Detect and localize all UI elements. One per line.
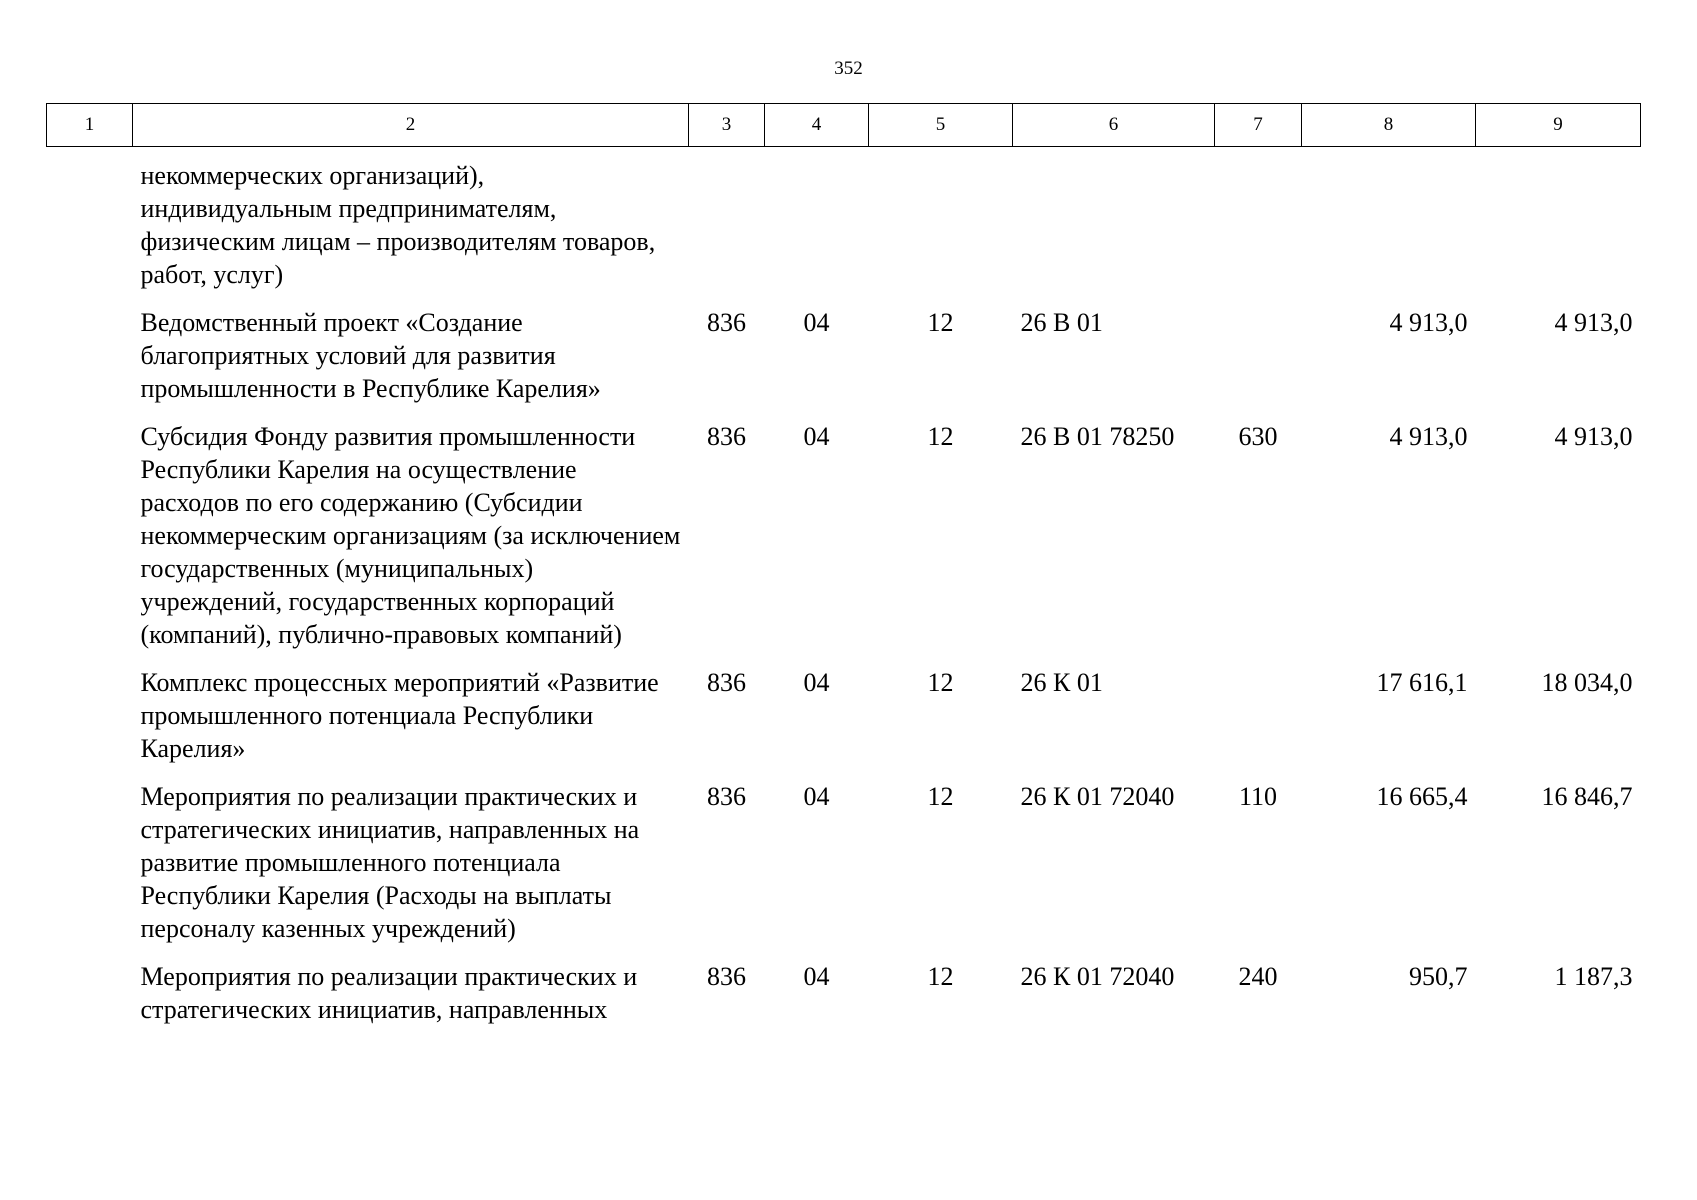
target-article: [1013, 147, 1215, 307]
subsection-code: [869, 147, 1013, 307]
expense-kind: [1215, 666, 1302, 780]
column-number: 5: [869, 104, 1013, 147]
amount-year-2: [1476, 147, 1641, 307]
subsection-code: 12: [927, 962, 954, 991]
column-number: 3: [689, 104, 765, 147]
amount-year-2: 4 913,0: [1554, 422, 1633, 451]
ministry-code: 836: [707, 782, 746, 811]
expense-kind: 110: [1238, 782, 1278, 811]
section-code: 04: [803, 782, 830, 811]
target-article: 26 К 01 72040: [1020, 962, 1175, 991]
amount-year-1: 950,7: [1409, 962, 1468, 991]
blank-cell: [47, 306, 133, 420]
blank-cell: [47, 666, 133, 780]
table-row: [47, 960, 1641, 1041]
expense-name: некоммерческих организаций), индивидуальным предпринимателям, физическим лицам – производителям товаров, работ, услуг): [140, 161, 656, 289]
column-number: 7: [1215, 104, 1302, 147]
expense-kind: [1215, 306, 1302, 420]
column-number: 1: [47, 104, 133, 147]
page-number: 352: [834, 58, 863, 79]
section-code: [765, 147, 869, 307]
target-article: 26 К 01: [1020, 668, 1103, 697]
amount-year-1: [1302, 147, 1476, 307]
amount-year-2: 4 913,0: [1554, 308, 1633, 337]
section-code: 04: [803, 962, 830, 991]
table-row: [47, 147, 1641, 307]
expense-name: Мероприятия по реализации практических и стратегических инициатив, направленных: [140, 962, 638, 1024]
column-number-row: [47, 104, 1641, 147]
expense-kind: 240: [1238, 962, 1278, 991]
expense-name: Мероприятия по реализации практических и стратегических инициатив, направленных на развитие промышленного потенциала Республики Карелия (Расходы на выплаты персоналу казенных учреждений): [140, 782, 640, 943]
expense-name: Ведомственный проект «Создание благоприятных условий для развития промышленности в Республике Карелия»: [140, 308, 601, 403]
section-code: 04: [803, 668, 830, 697]
ministry-code: 836: [707, 962, 746, 991]
target-article: 26 К 01 72040: [1020, 782, 1175, 811]
blank-cell: [47, 960, 133, 1041]
budget-table: [46, 103, 1641, 1041]
section-code: 04: [803, 308, 830, 337]
subsection-code: 12: [927, 782, 954, 811]
column-number: 6: [1013, 104, 1215, 147]
ministry-code: [689, 147, 765, 307]
amount-year-1: 4 913,0: [1389, 308, 1468, 337]
subsection-code: 12: [927, 422, 954, 451]
amount-year-2: 18 034,0: [1541, 668, 1633, 697]
subsection-code: 12: [927, 308, 954, 337]
expense-kind: 630: [1238, 422, 1278, 451]
amount-year-1: 17 616,1: [1376, 668, 1468, 697]
blank-cell: [47, 780, 133, 960]
amount-year-1: 16 665,4: [1376, 782, 1468, 811]
column-number: 2: [133, 104, 689, 147]
amount-year-2: 1 187,3: [1554, 962, 1633, 991]
table-row: [47, 666, 1641, 780]
expense-kind: [1215, 147, 1302, 307]
ministry-code: 836: [707, 422, 746, 451]
column-number: 9: [1476, 104, 1641, 147]
expense-name: Субсидия Фонду развития промышленности Республики Карелия на осуществление расходов по его содержанию (Субсидии некоммерческим организациям (за исключением государственных (муниципальных) учреждений, государственных корпораций (компаний), публично-правовых компаний): [140, 422, 681, 649]
table-row: [47, 306, 1641, 420]
amount-year-2: 16 846,7: [1541, 782, 1633, 811]
column-number: 8: [1302, 104, 1476, 147]
target-article: 26 В 01: [1020, 308, 1103, 337]
target-article: 26 В 01 78250: [1020, 422, 1175, 451]
expense-name: Комплекс процессных мероприятий «Развитие промышленного потенциала Республики Карелия»: [140, 668, 659, 763]
ministry-code: 836: [707, 668, 746, 697]
section-code: 04: [803, 422, 830, 451]
subsection-code: 12: [927, 668, 954, 697]
ministry-code: 836: [707, 308, 746, 337]
amount-year-1: 4 913,0: [1389, 422, 1468, 451]
blank-cell: [47, 147, 133, 307]
table-row: [47, 780, 1641, 960]
table-row: [47, 420, 1641, 666]
column-number: 4: [765, 104, 869, 147]
blank-cell: [47, 420, 133, 666]
